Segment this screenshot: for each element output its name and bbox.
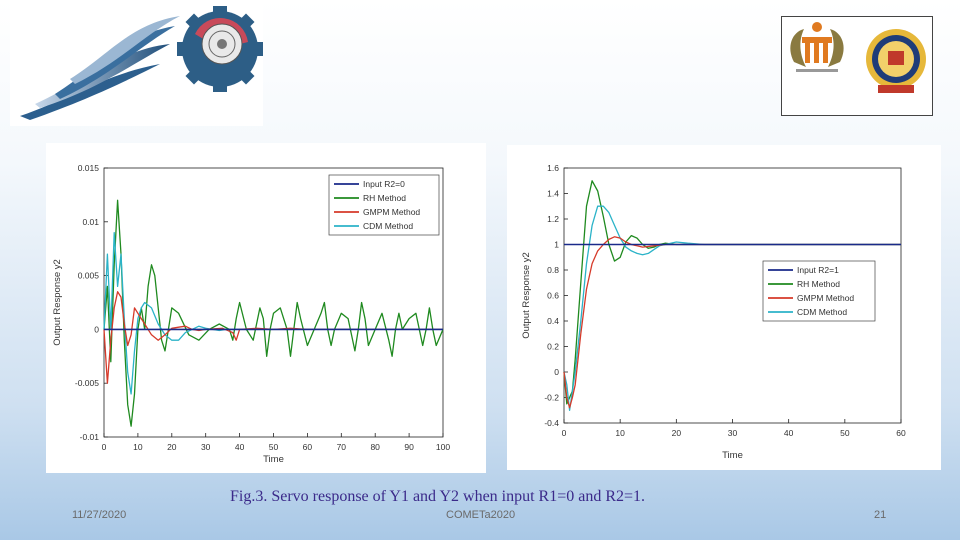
x-axis-label: Time <box>722 450 743 461</box>
x-tick-label: 70 <box>336 442 347 452</box>
legend-label: GMPM Method <box>363 207 421 217</box>
x-tick-label: 0 <box>561 428 567 438</box>
y-tick-label: -0.01 <box>79 432 99 442</box>
y-axis-label: Output Response y2 <box>521 252 532 339</box>
y-tick-label: 1.4 <box>547 188 559 199</box>
chart-y2-svg <box>507 145 941 470</box>
partner-logos <box>781 16 933 116</box>
legend-label: RH Method <box>797 279 840 289</box>
legend-label: GMPM Method <box>797 293 855 303</box>
conference-logo <box>10 4 263 126</box>
y-tick-label: 0.4 <box>547 316 559 326</box>
x-tick-label: 80 <box>370 442 380 452</box>
x-tick-label: 0 <box>101 442 107 452</box>
y-tick-label: 1.2 <box>547 214 559 224</box>
x-tick-label: 10 <box>615 428 625 438</box>
legend-label: Input R2=1 <box>797 265 839 275</box>
x-tick-label: 20 <box>167 442 177 452</box>
chart-y1-svg <box>46 143 486 473</box>
y-axis-label: Output Response y2 <box>52 259 63 346</box>
y-tick-label: 1 <box>554 239 559 250</box>
y-tick-label: 1.6 <box>547 163 559 173</box>
chart-y2-response <box>507 145 941 470</box>
x-tick-label: 50 <box>268 442 279 452</box>
y-tick-label: 0.01 <box>82 216 99 227</box>
x-axis-label: Time <box>263 454 284 465</box>
x-tick-label: 30 <box>200 442 211 452</box>
legend-label: Input R2=0 <box>363 179 405 189</box>
x-tick-label: 40 <box>783 428 794 438</box>
footer-date: 11/27/2020 <box>72 509 127 521</box>
y-tick-label: 0.015 <box>77 163 99 173</box>
y-tick-label: -0.4 <box>544 418 559 428</box>
chart-y1-response <box>46 143 486 473</box>
x-tick-label: 20 <box>671 428 682 438</box>
y-tick-label: 0.8 <box>547 265 559 275</box>
x-tick-label: 30 <box>727 428 738 438</box>
legend-label: CDM Method <box>797 307 848 317</box>
y-tick-label: 0.6 <box>547 290 559 301</box>
x-tick-label: 60 <box>896 428 906 438</box>
x-tick-label: 10 <box>133 442 143 452</box>
y-tick-label: 0.2 <box>547 341 559 352</box>
university-seal <box>866 29 926 93</box>
y-tick-label: 0 <box>554 367 559 377</box>
y-tick-label: -0.005 <box>74 378 99 389</box>
y-tick-label: -0.2 <box>544 392 559 403</box>
footer-conference: COMETa2020 <box>446 509 516 521</box>
x-tick-label: 100 <box>435 442 451 452</box>
x-tick-label: 40 <box>234 442 245 452</box>
gear-waves-logo <box>10 4 263 126</box>
legend-label: CDM Method <box>363 221 414 231</box>
footer-page-number: 21 <box>874 509 887 521</box>
x-tick-label: 90 <box>404 442 414 452</box>
y-tick-label: 0 <box>94 324 99 335</box>
x-tick-label: 50 <box>840 428 850 438</box>
figure-caption: Fig.3. Servo response of Y1 and Y2 when input R1=0 and R2=1. <box>230 488 646 505</box>
institute-emblem <box>790 22 843 72</box>
x-tick-label: 60 <box>302 442 313 452</box>
y-tick-label: 0.005 <box>77 270 99 281</box>
legend-label: RH Method <box>363 193 406 203</box>
